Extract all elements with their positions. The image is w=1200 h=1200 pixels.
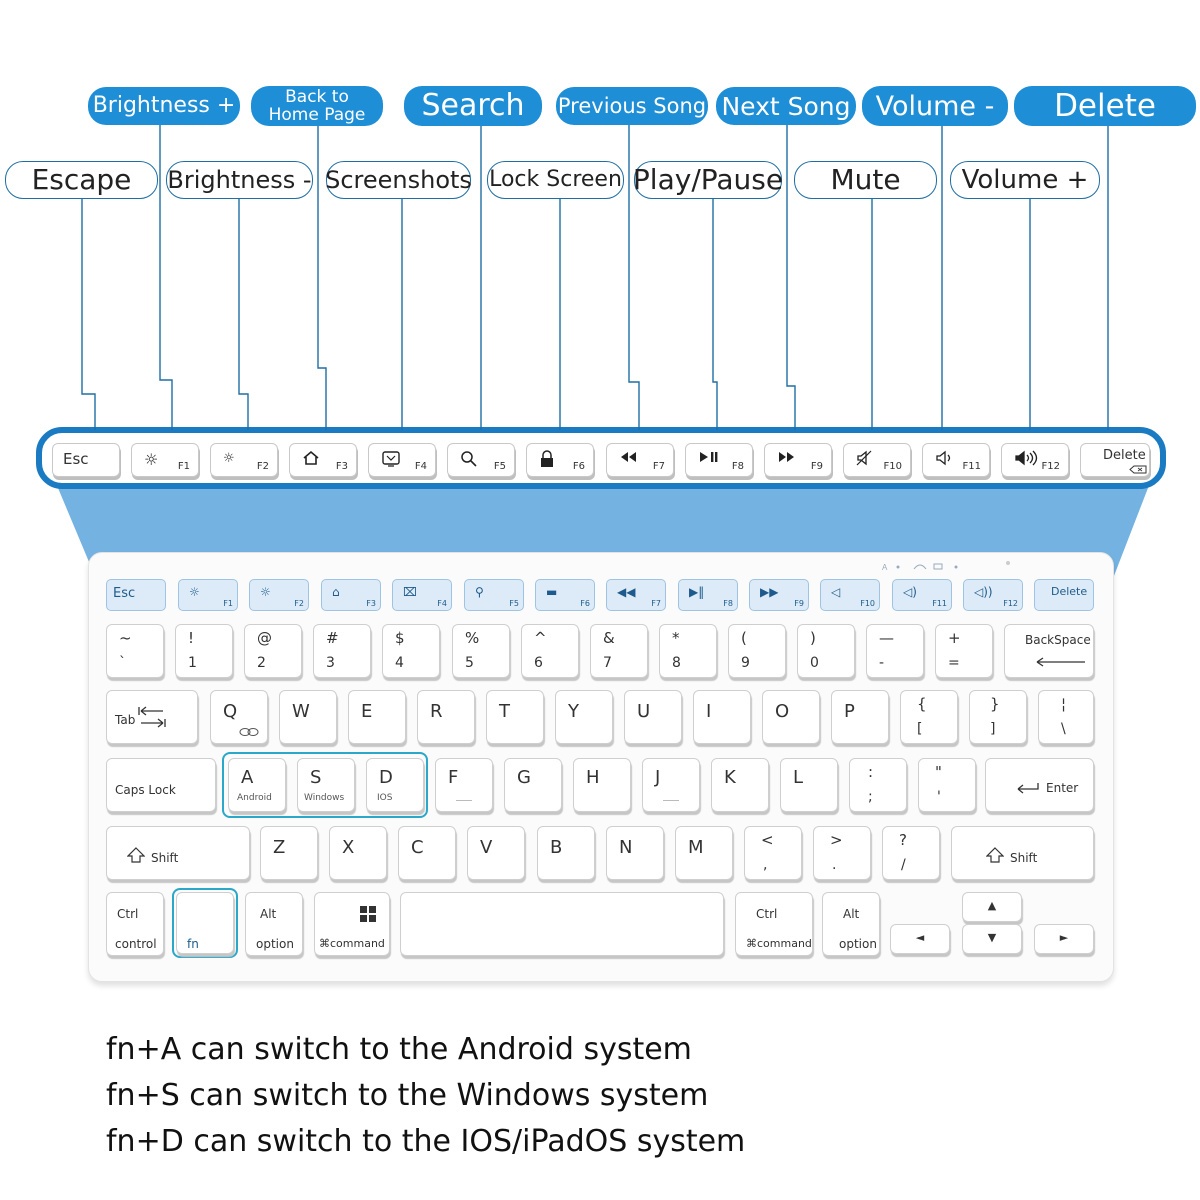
key-semicolon[interactable]: : ; <box>849 758 907 812</box>
rewind-icon: ◀◀ <box>617 585 636 599</box>
faded-esc-key[interactable]: Esc <box>106 579 166 611</box>
callout-search: Search <box>404 86 542 126</box>
key-r[interactable]: R <box>417 690 475 744</box>
lock-icon: ▬ <box>546 585 558 599</box>
home-icon: ⌂ <box>332 585 340 599</box>
key-command-left[interactable]: ⌘command <box>314 892 390 956</box>
key-equals[interactable]: + = <box>935 624 993 678</box>
callout-mute: Mute <box>794 161 937 199</box>
key-slash[interactable]: ? / <box>882 826 940 880</box>
faded-f6-key[interactable]: ▬ F6 <box>535 579 595 611</box>
fn-f6-key[interactable]: F6 <box>526 443 594 477</box>
key-f[interactable]: F <box>435 758 493 812</box>
key-fn[interactable]: fn <box>176 892 234 954</box>
volume-up-icon <box>1014 450 1038 466</box>
key-right-shift[interactable]: Shift <box>951 826 1094 880</box>
fn-esc-key[interactable]: Esc <box>52 443 120 477</box>
key-b[interactable]: B <box>537 826 595 880</box>
shift-arrow-icon <box>127 847 145 863</box>
key-l[interactable]: L <box>780 758 838 812</box>
key-v[interactable]: V <box>467 826 525 880</box>
key-backslash[interactable]: ¦ \ <box>1038 690 1094 744</box>
key-z[interactable]: Z <box>260 826 318 880</box>
key-q[interactable]: Q <box>210 690 268 744</box>
mute-icon: ◁ <box>831 585 841 599</box>
faded-f10-key[interactable]: ◁ F10 <box>820 579 880 611</box>
callout-previous-song: Previous Song <box>556 87 708 125</box>
note-ios: fn+D can switch to the IOS/iPadOS system <box>106 1124 746 1159</box>
fn-f1-key[interactable]: ☼ F1 <box>131 443 199 477</box>
volume-down-icon: ◁) <box>903 585 917 599</box>
fn-f3-key[interactable]: F3 <box>289 443 357 477</box>
callout-next-song: Next Song <box>716 87 856 125</box>
volume-down-icon <box>935 450 955 466</box>
key-7[interactable]: & 7 <box>590 624 648 678</box>
play-pause-icon: ▶‖ <box>689 585 705 599</box>
key-k[interactable]: K <box>711 758 769 812</box>
key-alt-right[interactable]: Alt option <box>822 892 880 956</box>
svg-text:A: A <box>882 563 888 572</box>
key-d-ios[interactable]: D IOS <box>366 758 424 812</box>
key-caps-lock[interactable]: Caps Lock <box>106 758 216 812</box>
key-a-android[interactable]: A Android <box>228 758 286 812</box>
sun-bright-icon: ☼ <box>189 585 200 599</box>
search-icon: ⚲ <box>475 585 484 599</box>
key-o[interactable]: O <box>762 690 820 744</box>
fn-f11-key[interactable]: F11 <box>922 443 990 477</box>
fn-f7-key[interactable]: F7 <box>606 443 674 477</box>
key-3[interactable]: # 3 <box>313 624 371 678</box>
key-g[interactable]: G <box>504 758 562 812</box>
key-t[interactable]: T <box>486 690 544 744</box>
fast-forward-icon: ▶▶ <box>760 585 779 599</box>
key-4[interactable]: $ 4 <box>382 624 440 678</box>
key-j[interactable]: J <box>642 758 700 812</box>
key-space[interactable] <box>400 892 724 956</box>
fn-f8-key[interactable]: F8 <box>685 443 753 477</box>
key-quote[interactable]: " ' <box>918 758 976 812</box>
faded-f9-key[interactable]: ▶▶ F9 <box>749 579 809 611</box>
faded-f1-key[interactable]: ☼ F1 <box>178 579 238 611</box>
key-alt-left[interactable]: Alt option <box>245 892 303 956</box>
key-n[interactable]: N <box>606 826 664 880</box>
faded-f5-key[interactable]: ⚲ F5 <box>464 579 524 611</box>
key-i[interactable]: I <box>693 690 751 744</box>
key-enter[interactable]: Enter <box>985 758 1094 812</box>
key-minus[interactable]: — - <box>866 624 924 678</box>
key-left-bracket[interactable]: { [ <box>900 690 958 744</box>
faded-f8-key[interactable]: ▶‖ F8 <box>678 579 738 611</box>
callout-leader-lines <box>0 0 1200 430</box>
faded-delete-key[interactable]: Delete <box>1034 579 1094 611</box>
tab-arrows-icon <box>137 705 167 731</box>
key-9[interactable]: ( 9 <box>728 624 786 678</box>
key-tab[interactable]: Tab <box>106 690 198 744</box>
key-0[interactable]: ) 0 <box>797 624 855 678</box>
faded-f2-key[interactable]: ☼ F2 <box>249 579 309 611</box>
faded-f11-key[interactable]: ◁) F11 <box>892 579 952 611</box>
callout-back-to-home: Back to Home Page <box>251 86 383 126</box>
key-ctrl-left[interactable]: Ctrl control <box>106 892 164 956</box>
key-x[interactable]: X <box>329 826 387 880</box>
key-6[interactable]: ^ 6 <box>521 624 579 678</box>
delete-symbol-icon <box>1129 465 1147 474</box>
key-1[interactable]: ! 1 <box>175 624 233 678</box>
key-2[interactable]: @ 2 <box>244 624 302 678</box>
sun-bright-icon: ☼ <box>144 450 159 469</box>
key-y[interactable]: Y <box>555 690 613 744</box>
key-5[interactable]: % 5 <box>452 624 510 678</box>
search-icon <box>460 450 478 468</box>
key-u[interactable]: U <box>624 690 682 744</box>
fn-f10-key[interactable]: F10 <box>843 443 911 477</box>
function-key-strip <box>36 427 1166 489</box>
key-backtick[interactable]: ~ ` <box>106 624 164 678</box>
key-arrow-left[interactable]: ◄ <box>890 924 950 954</box>
volume-up-icon: ◁)) <box>974 585 993 599</box>
sun-dim-icon: ☼ <box>223 451 235 466</box>
key-p[interactable]: P <box>831 690 889 744</box>
callout-brightness-up: Brightness + <box>88 87 240 125</box>
screenshot-icon <box>381 450 401 468</box>
key-arrow-down[interactable]: ▼ <box>962 924 1022 954</box>
key-backspace[interactable]: BackSpace <box>1004 624 1094 678</box>
note-android: fn+A can switch to the Android system <box>106 1032 692 1067</box>
key-comma[interactable]: < , <box>744 826 802 880</box>
backspace-arrow-icon <box>1031 657 1087 667</box>
key-e[interactable]: E <box>348 690 406 744</box>
faded-f4-key[interactable]: ⌧ F4 <box>392 579 452 611</box>
shift-arrow-icon <box>986 847 1004 863</box>
lock-icon <box>539 450 555 468</box>
note-windows: fn+S can switch to the Windows system <box>106 1078 709 1113</box>
key-right-bracket[interactable]: } ] <box>969 690 1027 744</box>
key-period[interactable]: > . <box>813 826 871 880</box>
key-ctrl-right[interactable]: Ctrl ⌘command <box>735 892 813 956</box>
callout-lock-screen: Lock Screen <box>487 161 624 199</box>
enter-arrow-icon <box>1014 781 1042 795</box>
link-icon <box>239 727 259 737</box>
key-8[interactable]: * 8 <box>659 624 717 678</box>
faded-f12-key[interactable]: ◁)) F12 <box>963 579 1023 611</box>
key-arrow-up[interactable]: ▲ <box>962 892 1022 922</box>
key-s-windows[interactable]: S Windows <box>297 758 355 812</box>
faded-f7-key[interactable]: ◀◀ F7 <box>606 579 666 611</box>
key-c[interactable]: C <box>398 826 456 880</box>
fn-f4-key[interactable]: F4 <box>368 443 436 477</box>
callout-play-pause: Play/Pause <box>634 161 782 199</box>
rewind-icon <box>619 450 639 464</box>
key-arrow-right[interactable]: ► <box>1034 924 1094 954</box>
mute-icon <box>856 450 874 466</box>
play-pause-icon <box>698 450 720 464</box>
key-m[interactable]: M <box>675 826 733 880</box>
fn-f2-key[interactable]: ☼ F2 <box>210 443 278 477</box>
sun-dim-icon: ☼ <box>260 585 271 599</box>
key-left-shift[interactable]: Shift <box>106 826 250 880</box>
home-icon <box>302 450 320 466</box>
faded-f3-key[interactable]: ⌂ F3 <box>321 579 381 611</box>
fn-f12-key[interactable]: F12 <box>1001 443 1069 477</box>
callout-screenshots: Screenshots <box>326 161 471 199</box>
key-h[interactable]: H <box>573 758 631 812</box>
fn-f5-key[interactable]: F5 <box>447 443 515 477</box>
windows-logo-icon <box>359 905 377 923</box>
fn-f9-key[interactable]: F9 <box>764 443 832 477</box>
callout-volume-up: Volume + <box>950 161 1100 199</box>
screenshot-icon: ⌧ <box>403 585 417 599</box>
fast-forward-icon <box>777 450 797 464</box>
status-indicator-icons <box>880 560 1020 574</box>
callout-delete: Delete <box>1014 86 1196 126</box>
key-w[interactable]: W <box>279 690 337 744</box>
callout-volume-down: Volume - <box>862 86 1008 126</box>
callout-escape: Escape <box>5 161 158 199</box>
fn-delete-key[interactable]: Delete <box>1080 443 1150 477</box>
callout-brightness-down: Brightness - <box>166 161 313 199</box>
